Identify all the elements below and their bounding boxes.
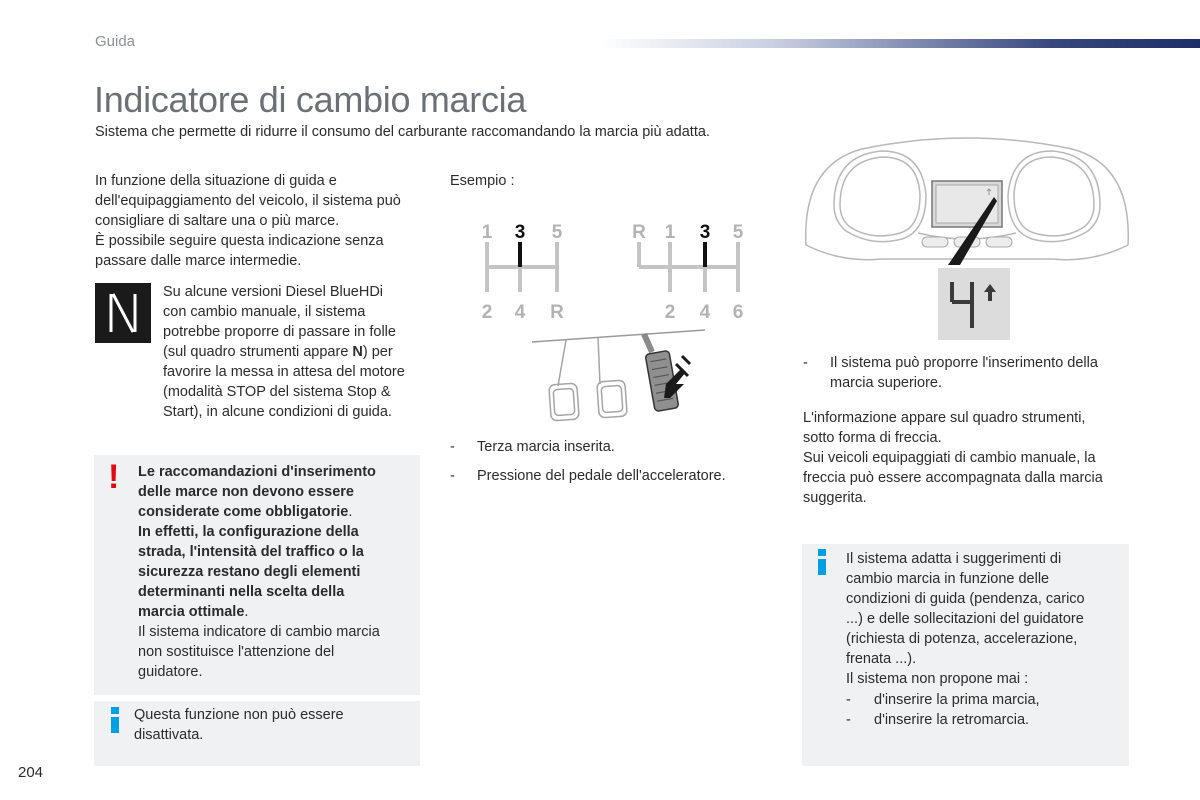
gearbox-6-speed bbox=[632, 222, 744, 322]
gearbox5-top-3: 3 bbox=[514, 222, 526, 243]
list-text: d'inserire la retromarcia. bbox=[874, 712, 1030, 728]
gearbox5-bottom-4: 4 bbox=[514, 302, 526, 322]
warning-bold-2: In effetti, la configurazione della strada, l'intensità del traffico o la sicurezza restano degli elementi determinanti nella scelta della marcia ottimale bbox=[138, 524, 364, 620]
warning-plain: Il sistema indicatore di cambio marcia non sostituisce l'attenzione del guidatore. bbox=[138, 624, 380, 680]
info-text-left: Questa funzione non può essere disattivata. bbox=[134, 707, 344, 743]
pedals-illustration bbox=[530, 326, 710, 426]
page-subtitle: Sistema che permette di ridurre il consumo del carburante raccomandando la marcia più adatta. bbox=[95, 124, 710, 140]
example-label: Esempio : bbox=[450, 173, 515, 189]
bullet-text: Terza marcia inserita. bbox=[477, 439, 615, 455]
gear-display-zoom bbox=[938, 268, 1010, 340]
bullet-text: Il sistema può proporre l'inserimento della marcia superiore. bbox=[830, 355, 1098, 391]
gearbox5-bottom-2: 2 bbox=[481, 302, 493, 322]
header-gradient-bar bbox=[600, 39, 1200, 48]
list-text: d'inserire la prima marcia, bbox=[874, 692, 1040, 708]
list-dash: - bbox=[846, 692, 851, 708]
gearbox5-top-1: 1 bbox=[481, 222, 493, 243]
diesel-note-part2: ) per favorire la messa in attesa del motore (modalità STOP del sistema Stop & Start), in alcune condizioni di guida. bbox=[163, 344, 405, 420]
section-label: Guida bbox=[95, 33, 136, 50]
warning-dot-1: . bbox=[348, 504, 353, 520]
gearbox6-bottom-4: 4 bbox=[699, 302, 711, 322]
gearbox6-bottom-2: 2 bbox=[664, 302, 676, 322]
warning-dot-2: . bbox=[244, 604, 249, 620]
gearbox6-top-3: 3 bbox=[699, 222, 711, 243]
info-text-right: Il sistema adatta i suggerimenti di cambio marcia in funzione delle condizioni di guida (pendenza, carico ...) e delle sollecitazioni del guidatore (richiesta di potenza, accelerazione, frenata ...). Il sistema non propone mai : bbox=[846, 551, 1085, 687]
instrument-cluster-illustration bbox=[802, 135, 1132, 265]
bullet-dash: - bbox=[450, 468, 455, 484]
gearbox6-top-5: 5 bbox=[732, 222, 744, 243]
diesel-note-bold-n: N bbox=[352, 344, 363, 360]
upshift-arrow-display bbox=[938, 268, 1010, 340]
bullet-text: Pressione del pedale dell'acceleratore. bbox=[477, 468, 726, 484]
gearbox6-top-1: 1 bbox=[664, 222, 676, 243]
gearbox5-top-5: 5 bbox=[551, 222, 563, 243]
neutral-n-glyph bbox=[103, 290, 143, 336]
gear-shift-diagram bbox=[470, 212, 760, 322]
bullet-dash: - bbox=[803, 355, 808, 371]
warning-bold-1: Le raccomandazioni d'inserimento delle marce non devono essere considerate come obbligatorie bbox=[138, 464, 376, 520]
bullet-dash: - bbox=[450, 439, 455, 455]
gearbox6-top-r: R bbox=[632, 222, 646, 243]
segment-digit-4 bbox=[950, 282, 974, 328]
warning-text bbox=[138, 462, 410, 682]
gearbox6-bottom-6: 6 bbox=[732, 302, 744, 322]
info-icon bbox=[818, 549, 826, 575]
gearbox-5-speed bbox=[482, 222, 564, 322]
list-dash: - bbox=[846, 712, 851, 728]
neutral-n-icon bbox=[95, 283, 151, 343]
diesel-note-part1: Su alcune versioni Diesel BlueHDi con cambio manuale, il sistema potrebbe proporre di passare in folle (sul quadro strumenti appare bbox=[163, 284, 396, 360]
info-icon bbox=[111, 707, 119, 733]
intro-paragraph: In funzione della situazione di guida e dell'equipaggiamento del veicolo, il sistema può consigliare di saltare una o più marce. È possibile seguire questa indicazione senza passare dalle marce intermedie. bbox=[95, 173, 401, 269]
page-title: Indicatore di cambio marcia bbox=[94, 79, 527, 120]
diesel-note bbox=[163, 282, 428, 422]
arrow-info-paragraph: L'informazione appare sul quadro strumenti, sotto forma di freccia. Sui veicoli equipaggiati di cambio manuale, la freccia può essere accompagnata dalla marcia suggerita. bbox=[803, 410, 1103, 506]
warning-exclamation-icon: ! bbox=[108, 458, 120, 496]
page-number: 204 bbox=[18, 764, 44, 781]
gearbox5-bottom-r: R bbox=[550, 302, 564, 322]
